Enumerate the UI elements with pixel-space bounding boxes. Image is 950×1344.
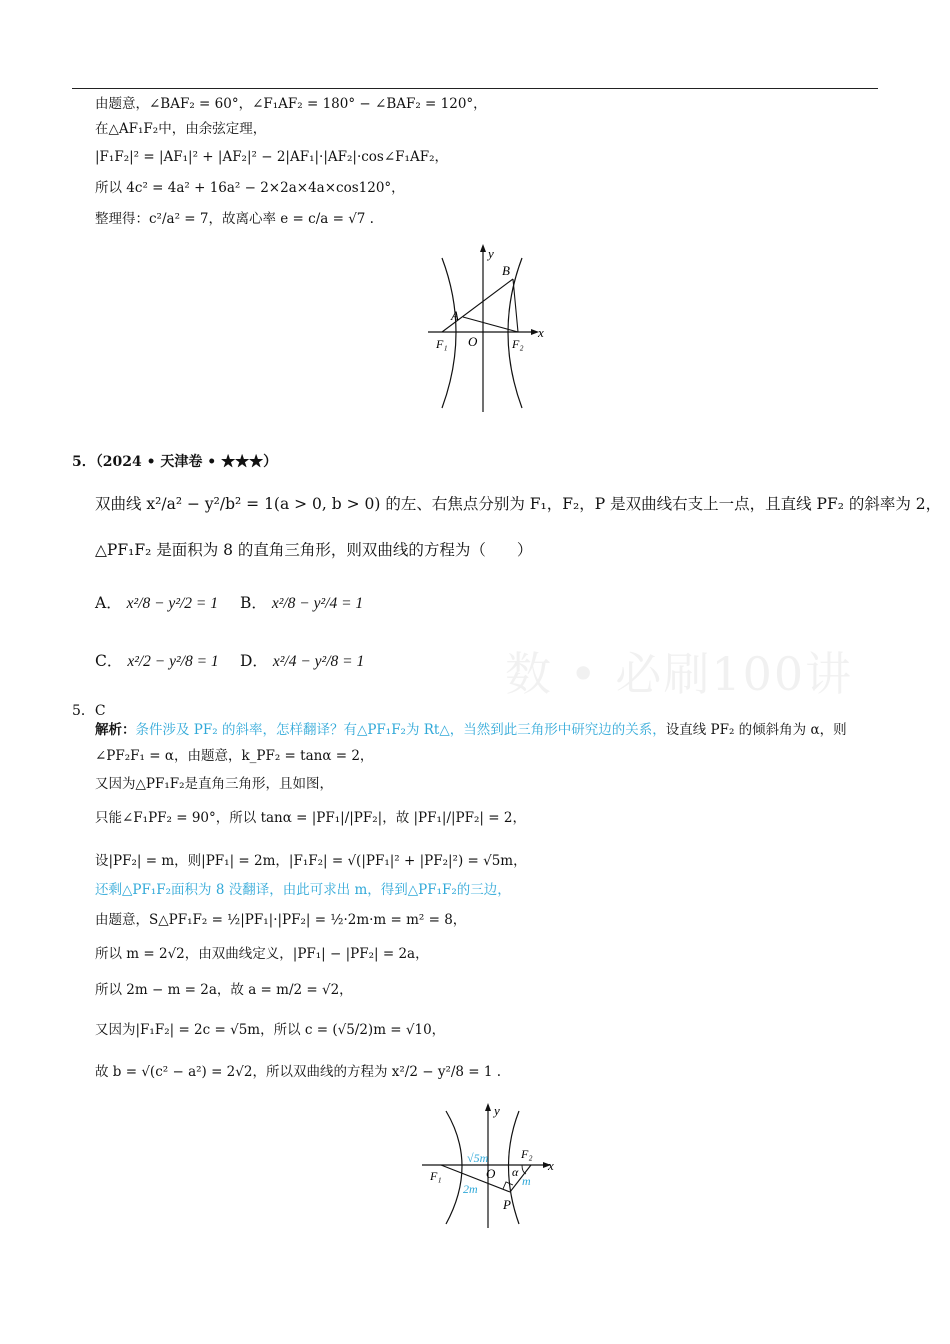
option-b-letter: B．	[240, 594, 267, 612]
analysis-label: 解析：	[95, 722, 136, 738]
answer-5-line-9: 所以 2m − m = 2a，故 a = m/2 = √2，	[95, 982, 353, 998]
top-rule	[72, 88, 878, 89]
label-sqrt5m: √5m	[467, 1151, 489, 1165]
answer-5-line-3: 又因为△PF₁F₂是直角三角形，且如图，	[95, 776, 334, 792]
answer-5-line-8: 所以 m = 2√2，由双曲线定义，|PF₁| − |PF₂| = 2a，	[95, 946, 429, 962]
label-alpha: α	[512, 1165, 519, 1179]
option-c-equation: x²/2 − y²/8 = 1	[127, 653, 219, 670]
question-5-header: 5．（2024 • 天津卷 • ★★★）	[72, 454, 278, 470]
option-b	[240, 591, 363, 613]
y-axis-arrow	[480, 244, 486, 252]
option-a-equation: x²/8 − y²/2 = 1	[126, 595, 218, 612]
answer-5-line-6: 还剩△PF₁F₂面积为 8 没翻译，由此可求出 m，得到△PF₁F₂的三边，	[95, 882, 511, 898]
analysis-rest: 设直线 PF₂ 的倾斜角为 α，则	[665, 722, 847, 738]
solution-4-line-1: 由题意，∠BAF₂ = 60°，∠F₁AF₂ = 180° − ∠BAF₂ = 120°，	[95, 96, 487, 112]
label-b: B	[502, 263, 510, 278]
segment-b-f2	[513, 279, 518, 332]
answer-5-line-2: ∠PF₂F₁ = α，由题意，k_PF₂ = tanα = 2，	[95, 748, 374, 764]
watermark: 数 • 必刷100讲	[505, 647, 854, 701]
option-a-letter: A．	[95, 594, 122, 612]
answer-5-line-5: 设|PF₂| = m，则|PF₁| = 2m，|F₁F₂| = √(|PF₁|² + |PF₂|²) = √5m，	[95, 853, 527, 869]
option-d-letter: D．	[240, 652, 268, 670]
question-5-stem-line-1: 双曲线 x²/a² − y²/b² = 1(a > 0, b > 0) 的左、右焦点分别为 F₁，F₂，P 是双曲线右支上一点，且直线 PF₂ 的斜率为 2，	[95, 495, 942, 513]
answer-5-line-10: 又因为|F₁F₂| = 2c = √5m，所以 c = (√5/2)m = √10，	[95, 1022, 446, 1038]
analysis-hint: 条件涉及 PF₂ 的斜率，怎样翻译？有△PF₁F₂为 Rt△，当然到此三角形中研究边的关系，	[135, 722, 666, 738]
label-f2: F₂	[521, 1147, 533, 1161]
hyperbola-figure-1	[420, 240, 560, 420]
label-x: x	[538, 325, 544, 340]
solution-4-line-2: 在△AF₁F₂中，由余弦定理，	[95, 121, 267, 137]
option-c	[95, 649, 219, 671]
label-f1: F₁	[430, 1169, 442, 1183]
segment-a-f2	[463, 317, 518, 332]
answer-5-line-11: 故 b = √(c² − a²) = 2√2，所以双曲线的方程为 x²/2 − y²/8 = 1 .	[95, 1064, 502, 1080]
hyperbola-left-branch	[442, 258, 456, 408]
label-o: O	[486, 1166, 496, 1181]
label-o: O	[468, 334, 478, 349]
label-2m: 2m	[463, 1182, 478, 1196]
question-5-stem-line-2: △PF₁F₂ 是面积为 8 的直角三角形，则双曲线的方程为（ ）	[95, 541, 533, 559]
answer-5-header: 5．C	[72, 703, 106, 719]
solution-4-line-4: 所以 4c² = 4a² + 16a² − 2×2a×4a×cos120°，	[95, 180, 405, 196]
solution-4-line-5: 整理得：c²/a² = 7，故离心率 e = c/a = √7 .	[95, 211, 374, 227]
answer-5-analysis	[95, 722, 847, 738]
answer-5-line-7: 由题意，S△PF₁F₂ = ½|PF₁|·|PF₂| = ½·2m·m = m² = 8，	[95, 912, 467, 928]
option-a	[95, 591, 218, 613]
option-d	[240, 649, 364, 671]
option-b-equation: x²/8 − y²/4 = 1	[271, 595, 364, 612]
label-x: x	[548, 1158, 554, 1173]
answer-5-line-4: 只能∠F₁PF₂ = 90°，所以 tanα = |PF₁|/|PF₂|，故 |PF₁|/|PF₂| = 2，	[95, 810, 526, 826]
label-f1: F₁	[436, 337, 448, 351]
right-angle-mark	[503, 1182, 513, 1189]
option-d-equation: x²/4 − y²/8 = 1	[272, 653, 365, 670]
solution-4-line-3: |F₁F₂|² = |AF₁|² + |AF₂|² − 2|AF₁|·|AF₂|·cos∠F₁AF₂，	[95, 149, 448, 165]
y-axis-arrow	[485, 1103, 491, 1111]
option-c-letter: C．	[95, 652, 123, 670]
label-y: y	[494, 1103, 500, 1118]
label-a: A	[451, 308, 459, 323]
label-y: y	[488, 246, 494, 261]
hyperbola-figure-2	[415, 1095, 565, 1235]
label-p: P	[503, 1197, 511, 1212]
label-m: m	[522, 1174, 531, 1188]
label-f2: F₂	[512, 337, 524, 351]
segment-f1-b	[442, 279, 513, 332]
